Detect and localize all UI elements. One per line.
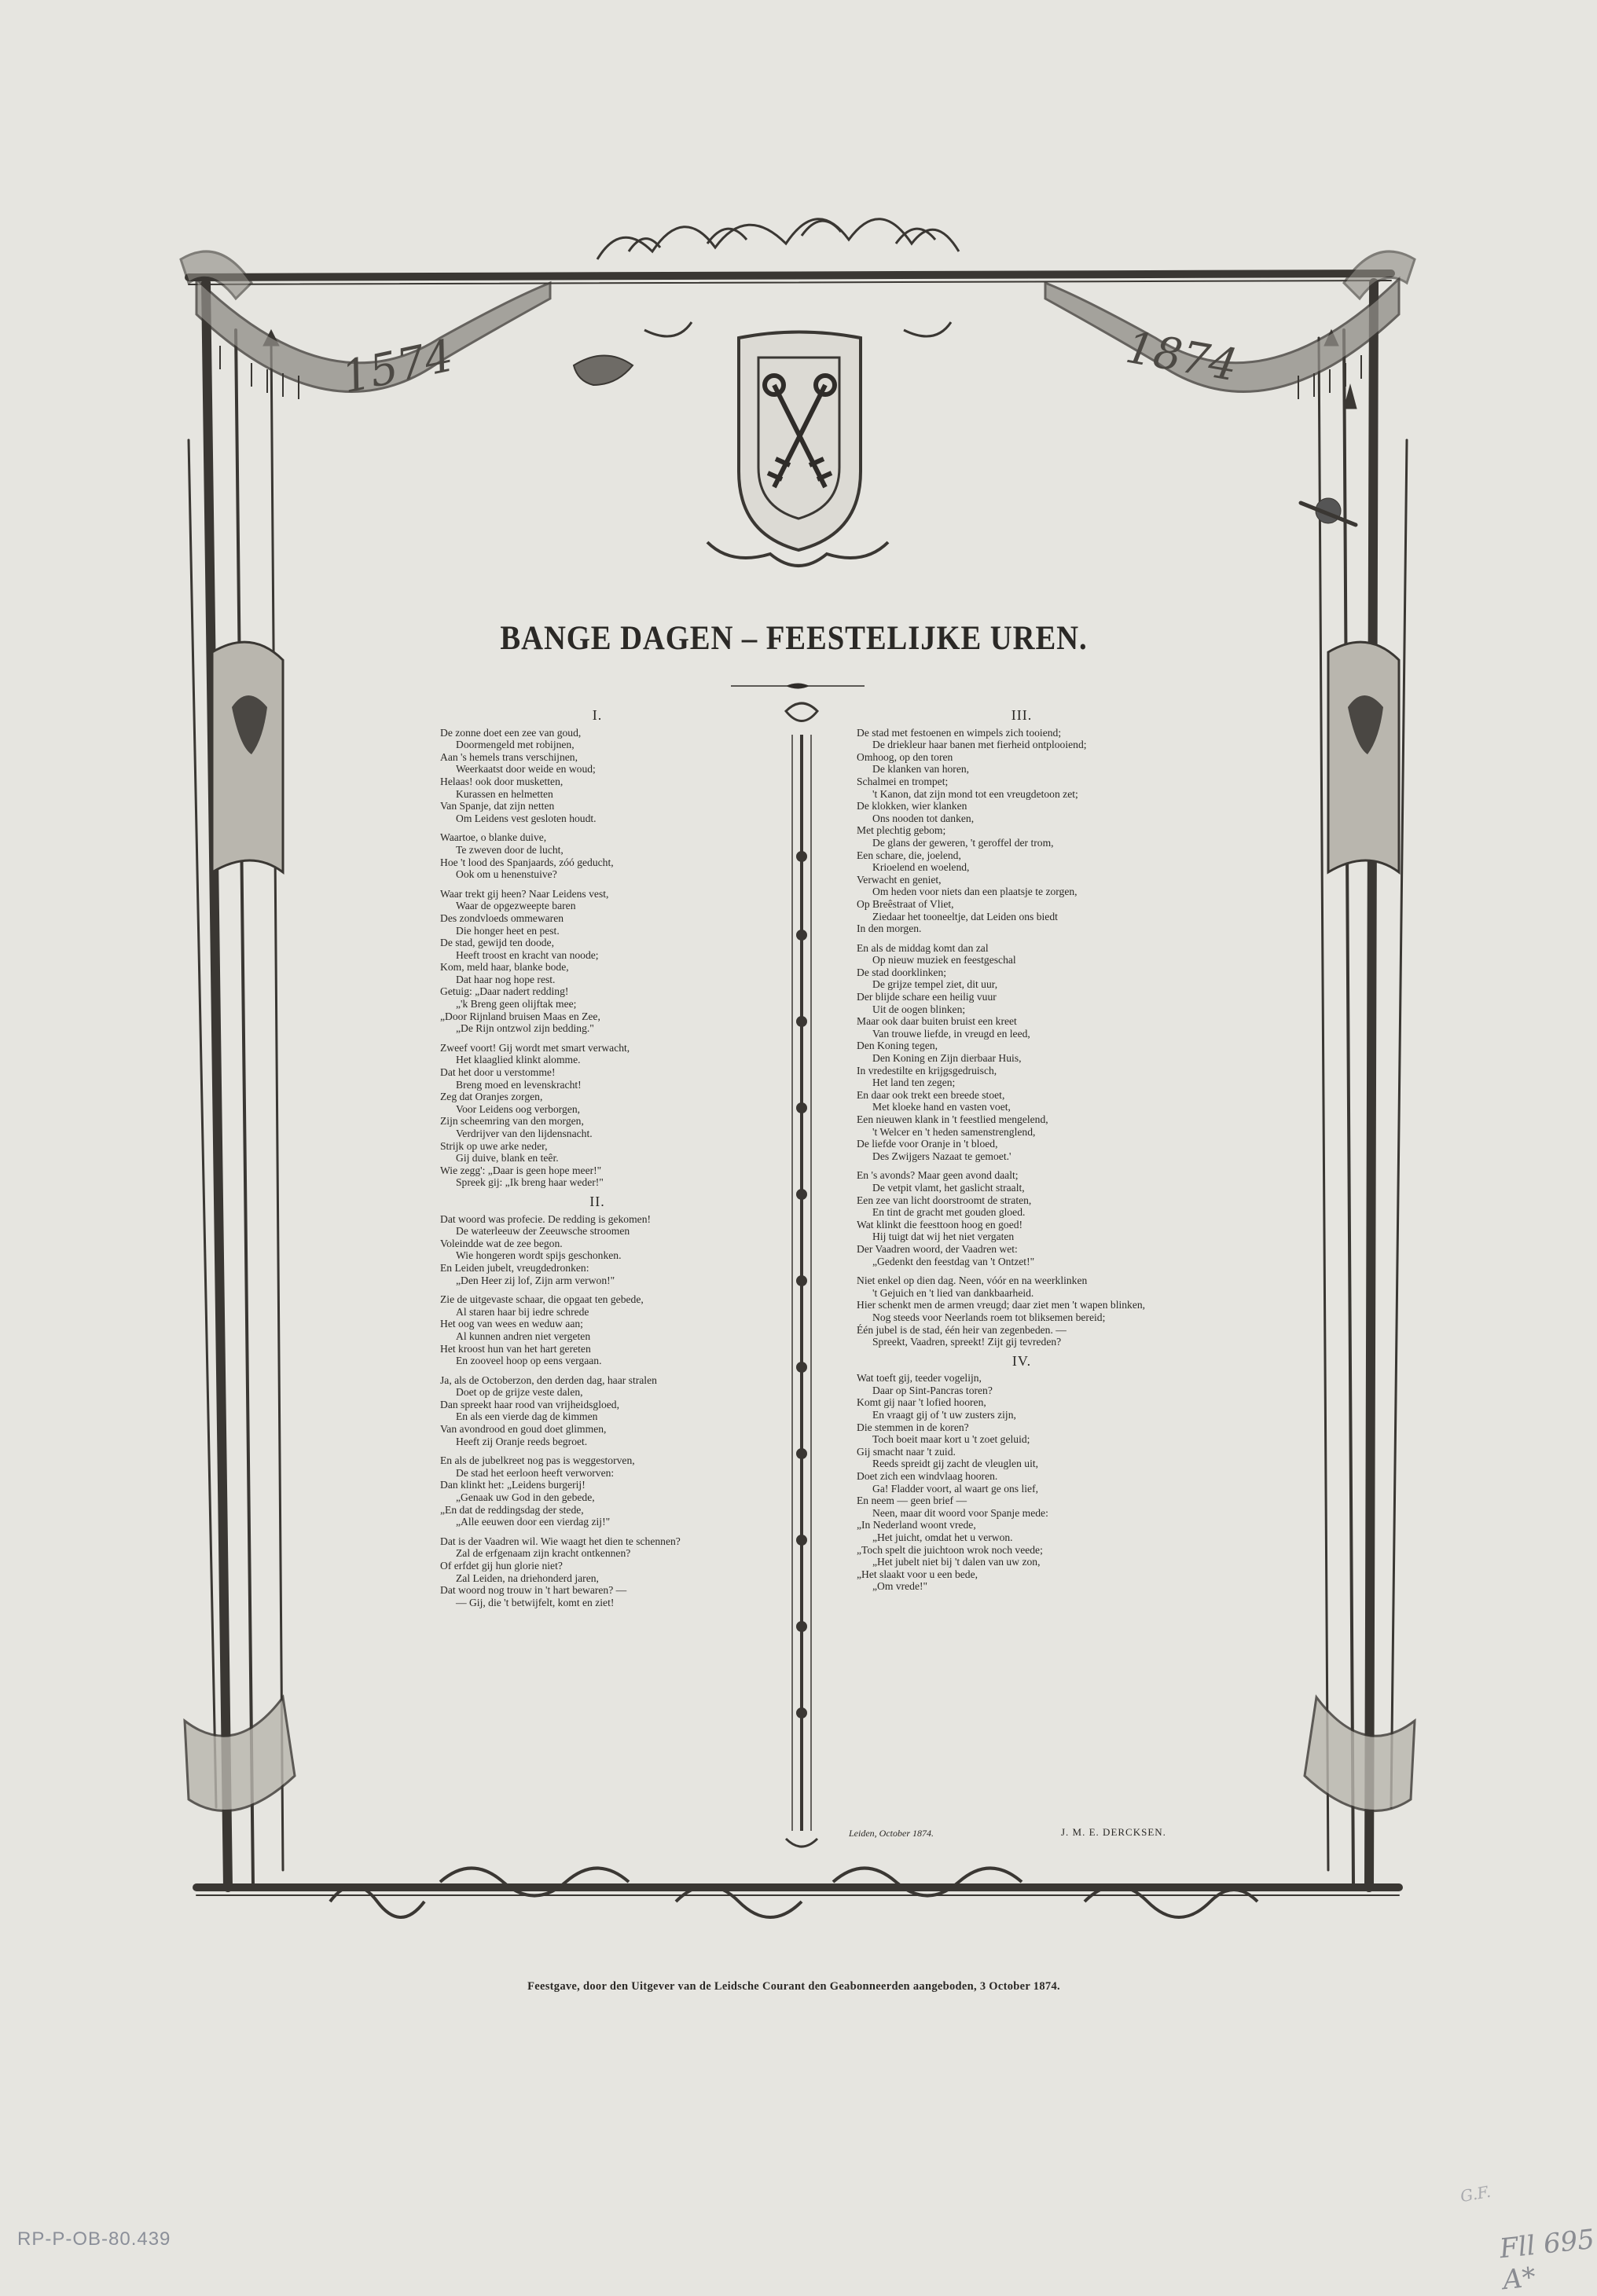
verse-line: Des zondvloeds ommewaren (440, 911, 564, 924)
verse-line: Waartoe, o blanke duive, (440, 831, 547, 844)
verse-line: „Genaak uw God in den gebede, (456, 1491, 595, 1504)
poem-title: BANGE DAGEN – FEESTELIJKE UREN. (500, 620, 1088, 657)
verse-line: „Den Heer zij lof, Zijn arm verwon!" (456, 1274, 615, 1286)
verse-line: „Door Rijnland bruisen Maas en Zee, (440, 1010, 600, 1022)
verse-line: En Leiden jubelt, vreugdedronken: (440, 1261, 589, 1274)
verse-line: De stad doorklinken; (857, 966, 947, 978)
stanza (440, 1374, 754, 1448)
verse-line: Dat is der Vaadren wil. Wie waagt het dien te schennen? (440, 1535, 681, 1547)
verse-line: Heeft troost en kracht van noode; (456, 948, 599, 961)
stanza (440, 1454, 754, 1528)
verse-line: „Gedenkt den feestdag van 't Ontzet!" (872, 1255, 1035, 1267)
verse-line: Hoe 't lood des Spanjaards, zóó geducht, (440, 856, 614, 868)
verse-line: De liefde voor Oranje in 't bloed, (857, 1138, 998, 1150)
verse-line: Het kroost hun van het hart gereten (440, 1342, 591, 1355)
verse-line: En als de jubelkreet nog pas is weggestorven, (440, 1454, 635, 1467)
verse-line: „In Nederland woont vrede, (857, 1519, 976, 1531)
section-heading: III. (1011, 707, 1033, 723)
stanza (440, 1042, 754, 1189)
verse-line: Weerkaatst door weide en woud; (456, 763, 596, 776)
verse-line: Breng moed en levenskracht! (456, 1078, 582, 1091)
verse-line: Van Spanje, dat zijn netten (440, 800, 555, 812)
verse-line: „De Rijn ontzwol zijn bedding." (456, 1022, 594, 1035)
verse-line: Die stemmen in de koren? (857, 1421, 969, 1433)
verse-line: De vetpit vlamt, het gaslicht straalt, (872, 1181, 1025, 1194)
verse-line: In den morgen. (857, 922, 922, 935)
verse-line: Reeds spreidt gij zacht de vleuglen uit, (872, 1458, 1039, 1470)
section-heading: I. (592, 707, 603, 723)
verse-line: Uit de oogen blinken; (872, 1003, 966, 1015)
handwritten-catalog-note: Fll 695 A* (1498, 2223, 1596, 2296)
verse-line: En vraagt gij of 't uw zusters zijn, (872, 1409, 1016, 1421)
verse-line: Maar ook daar buiten bruist een kreet (857, 1015, 1017, 1028)
banner-year-right: 1874 (1122, 321, 1242, 392)
verse-line: Gij smacht naar 't zuid. (857, 1445, 956, 1458)
verse-line: Neen, maar dit woord voor Spanje mede: (872, 1506, 1048, 1519)
verse-line: Dat woord nog trouw in 't hart bewaren? — (440, 1584, 627, 1597)
verse-line: Met kloeke hand en vasten voet, (872, 1101, 1011, 1113)
verse-line: En zooveel hoop op eens vergaan. (456, 1355, 602, 1367)
banner-year-left: 1574 (337, 330, 458, 404)
verse-line: Der Vaadren woord, der Vaadren wet: (857, 1242, 1018, 1255)
verse-line: Van avondrood en goud doet glimmen, (440, 1423, 607, 1436)
verse-line: Dan spreekt haar rood van vrijheidsgloed, (440, 1398, 620, 1410)
dedication-footer: Feestgave, door den Uitgever van de Leidsche Courant den Geabonneerden aangeboden, 3 October 1874. (527, 1980, 1060, 1993)
verse-line: Hij tuigt dat wij het niet vergaten (872, 1231, 1015, 1243)
verse-line: Hier schenkt men de armen vreugd; daar ziet men 't wapen blinken, (857, 1299, 1146, 1311)
verse-line: Zal de erfgenaam zijn kracht ontkennen? (456, 1547, 631, 1560)
verse-line: Om Leidens vest gesloten houdt. (456, 812, 597, 824)
verse-line: Krioelend en woelend, (872, 861, 970, 874)
verse-line: „Om vrede!" (872, 1580, 928, 1593)
verse-line: Wat klinkt die feesttoon hoog en goed! (857, 1218, 1023, 1231)
verse-line: Een schare, die, joelend, (857, 849, 961, 861)
verse-line: In vredestilte en krijgsgedruisch, (857, 1064, 997, 1076)
verse-line: Die honger heet en pest. (456, 924, 560, 937)
author-signature: J. M. E. DERCKSEN. (1061, 1826, 1166, 1838)
verse-line: En 's avonds? Maar geen avond daalt; (857, 1169, 1019, 1182)
verse-line: Dat haar nog hope rest. (456, 973, 556, 985)
verse-line: Schalmei en trompet; (857, 775, 949, 787)
verse-line: De driekleur haar banen met fierheid ontplooiend; (872, 739, 1087, 751)
verse-line: Spreek gij: „Ik breng haar weder!" (456, 1176, 604, 1189)
verse-line: 't Gejuich en 't lied van dankbaarheid. (872, 1286, 1034, 1299)
verse-line: Heeft zij Oranje reeds begroet. (456, 1435, 588, 1447)
verse-line: Des Zwijgers Nazaat te gemoet.' (872, 1150, 1011, 1162)
verse-line: „Alle eeuwen door een vierdag zij!" (456, 1516, 611, 1528)
verse-line: Strijk op uwe arke neder, (440, 1139, 548, 1152)
verse-line: Te zweven door de lucht, (456, 843, 564, 856)
verse-line: „'k Breng geen olijftak mee; (456, 998, 577, 1010)
verse-line: „En dat de reddingsdag der stede, (440, 1503, 584, 1516)
verse-line: De waterleeuw der Zeeuwsche stroomen (456, 1225, 630, 1238)
verse-line: En tint de gracht met gouden gloed. (872, 1206, 1026, 1219)
verse-line: Doet op de grijze veste dalen, (456, 1386, 583, 1399)
verse-line: Verdrijver van den lijdensnacht. (456, 1128, 593, 1139)
verse-line: Ga! Fladder voort, al waart ge ons lief, (872, 1482, 1039, 1495)
verse-line: Een nieuwen klank in 't feestlied mengelend, (857, 1113, 1048, 1125)
verse-line: Al kunnen andren niet vergeten (456, 1330, 591, 1342)
verse-line: Spreekt, Vaadren, spreekt! Zijt gij tevreden? (872, 1336, 1062, 1348)
stanza (440, 1213, 754, 1287)
place-date: Leiden, October 1874. (849, 1828, 934, 1839)
verse-line: „Het jubelt niet bij 't dalen van uw zon, (872, 1556, 1041, 1568)
verse-line: „Het juicht, omdat het u verwon. (872, 1531, 1013, 1543)
stanza (440, 727, 754, 825)
stanza (440, 1535, 754, 1609)
stanza (857, 1372, 1187, 1593)
verse-line: Doet zich een windvlaag hooren. (857, 1470, 998, 1483)
verse-line: Kurassen en helmetten (456, 787, 553, 800)
verse-line: Waar trekt gij heen? Naar Leidens vest, (440, 887, 609, 900)
verse-line: Getuig: „Daar nadert redding! (440, 985, 569, 998)
verse-line: Den Koning en Zijn dierbaar Huis, (872, 1052, 1022, 1065)
verse-line: En daar ook trekt een breede stoet, (857, 1088, 1005, 1101)
verse-line: Doormengeld met robijnen, (456, 739, 575, 751)
verse-line: Omhoog, op den toren (857, 750, 953, 763)
verse-line: De klokken, wier klanken (857, 800, 967, 812)
poem-column-left (440, 707, 754, 1616)
verse-line: En als een vierde dag de kimmen (456, 1410, 598, 1423)
verse-line: Op nieuw muziek en feestgeschal (872, 954, 1016, 966)
verse-line: Een zee van licht doorstroomt de straten, (857, 1194, 1032, 1206)
title-divider (731, 680, 865, 691)
verse-line: Of erfdet gij hun glorie niet? (440, 1560, 563, 1572)
verse-line: Ziedaar het tooneeltje, dat Leiden ons biedt (872, 910, 1058, 922)
verse-line: Al staren haar bij iedre schrede (456, 1305, 589, 1318)
verse-line: Het klaaglied klinkt alomme. (456, 1054, 581, 1066)
verse-line: Wie zegg': „Daar is geen hope meer!" (440, 1164, 602, 1176)
verse-line: En als de middag komt dan zal (857, 941, 989, 954)
verse-line: Zal Leiden, na driehonderd jaren, (456, 1572, 599, 1584)
verse-line: 't Welcer en 't heden samenstrenglend, (872, 1125, 1036, 1138)
verse-line: De klanken van horen, (872, 763, 970, 776)
verse-line: De stad het eerloon heeft verworven: (456, 1466, 615, 1479)
verse-line: Wat toeft gij, teeder vogelijn, (857, 1372, 982, 1385)
verse-line: — Gij, die 't betwijfelt, komt en ziet! (456, 1596, 615, 1608)
stanza (857, 727, 1187, 935)
section-heading: IV. (1011, 1352, 1032, 1369)
verse-line: Daar op Sint-Pancras toren? (872, 1384, 993, 1396)
verse-line: Der blijde schare een heilig vuur (857, 991, 997, 1003)
verse-line: Verwacht en geniet, (857, 873, 942, 886)
verse-line: Helaas! ook door musketten, (440, 775, 564, 787)
verse-line: De grijze tempel ziet, dit uur, (872, 978, 998, 991)
stanza (857, 1169, 1187, 1267)
verse-line: 't Kanon, dat zijn mond tot een vreugdetoon zet; (872, 787, 1078, 800)
verse-line: Zie de uitgevaste schaar, die opgaat ten gebede, (440, 1293, 644, 1306)
verse-line: Het land ten zegen; (872, 1076, 956, 1089)
verse-line: Toch boeit maar kort u 't zoet geluid; (872, 1433, 1030, 1446)
stanza (440, 888, 754, 1035)
verse-line: Ja, als de Octoberzon, den derden dag, haar stralen (440, 1374, 657, 1386)
verse-line: En neem — geen brief — (857, 1495, 967, 1507)
verse-line: Zeg dat Oranjes zorgen, (440, 1091, 543, 1103)
verse-line: Dat het door u verstomme! (440, 1066, 556, 1079)
verse-line: Voor Leidens oog verborgen, (456, 1102, 581, 1115)
archive-number: RP-P-OB-80.439 (17, 2228, 171, 2250)
verse-line: Den Koning tegen, (857, 1040, 938, 1052)
verse-line: Voleindde wat de zee begon. (440, 1237, 563, 1249)
stanza (440, 1293, 754, 1367)
verse-line: Waar de opgezweepte baren (456, 900, 576, 912)
section-heading: II. (589, 1193, 605, 1209)
verse-line: De stad met festoenen en wimpels zich tooiend; (857, 726, 1062, 739)
verse-line: Ook om u henenstuive? (456, 868, 557, 881)
verse-line: Gij duive, blank en teêr. (456, 1152, 559, 1165)
verse-line: Dat woord was profecie. De redding is gekomen! (440, 1212, 652, 1225)
stanza (857, 942, 1187, 1163)
verse-line: Één jubel is de stad, één heir van zegenbeden. — (857, 1323, 1067, 1336)
verse-line: Het oog van wees en weduw aan; (440, 1318, 583, 1330)
verse-line: Dan klinkt het: „Leidens burgerij! (440, 1479, 586, 1491)
verse-line: De zonne doet een zee van goud, (440, 726, 582, 739)
pencil-note: G.F. (1459, 2181, 1492, 2206)
verse-line: Wie hongeren wordt spijs geschonken. (456, 1249, 622, 1262)
stanza (857, 1275, 1187, 1348)
verse-line: Zijn scheemring van den morgen, (440, 1115, 584, 1128)
verse-line: „Het slaakt voor u een bede, (857, 1568, 978, 1580)
verse-line: De glans der geweren, 't geroffel der trom, (872, 836, 1054, 849)
verse-line: Komt gij naar 't lofied hooren, (857, 1396, 986, 1409)
stanza (440, 831, 754, 880)
verse-line: Kom, meld haar, blanke bode, (440, 961, 569, 974)
verse-line: Van trouwe liefde, in vreugd en leed, (872, 1027, 1030, 1040)
verse-line: Niet enkel op dien dag. Neen, vóór en na weerklinken (857, 1275, 1088, 1287)
verse-line: Om heden voor niets dan een plaatsje te zorgen, (872, 886, 1078, 898)
verse-line: Met plechtig gebom; (857, 824, 946, 837)
verse-line: Op Breêstraat of Vliet, (857, 897, 954, 910)
verse-line: Ons nooden tot danken, (872, 812, 975, 824)
poem-column-right (857, 707, 1187, 1600)
verse-line: Nog steeds voor Neerlands roem tot bliksemen bereid; (872, 1311, 1106, 1323)
verse-line: Aan 's hemels trans verschijnen, (440, 750, 578, 763)
verse-line: „Toch spelt die juichtoon wrok noch veede; (857, 1543, 1043, 1556)
verse-line: Zweef voort! Gij wordt met smart verwacht, (440, 1041, 630, 1054)
verse-line: De stad, gewijd ten doode, (440, 937, 554, 949)
